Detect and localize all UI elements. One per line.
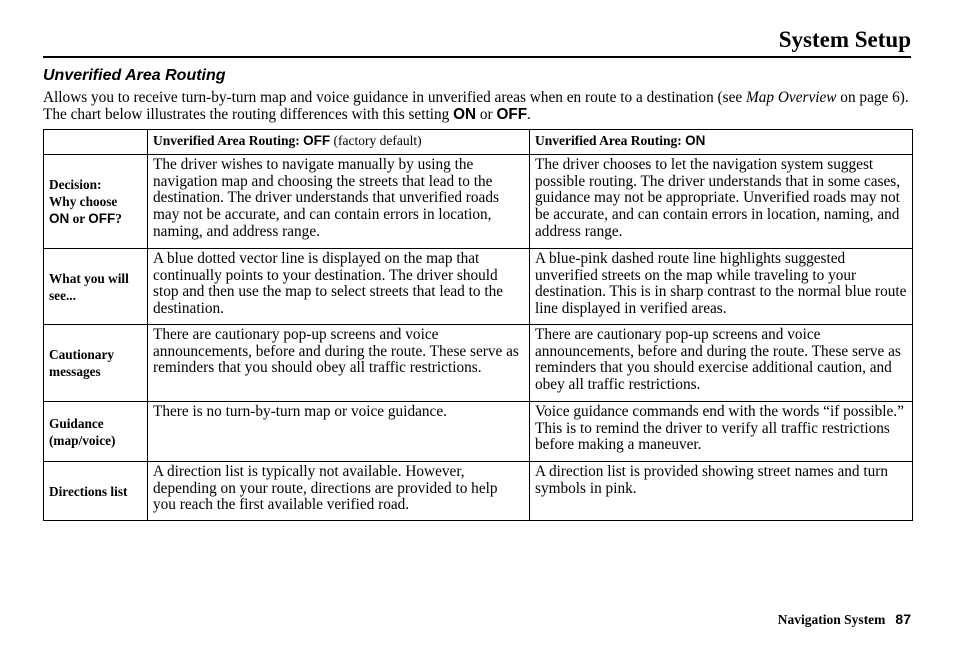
off-setting-label: OFF [496, 105, 528, 123]
row-label-directions-list: Directions list [44, 462, 148, 521]
routing-comparison-table [43, 129, 913, 521]
page-number: 87 [895, 611, 911, 627]
cell-on: A blue-pink dashed route line highlights suggested unverified streets on the map while traveling to your destination. This is in sharp contrast to the normal blue route line displayed in verified areas. [530, 249, 913, 325]
row-label-what-you-will-see: What you will see... [44, 249, 148, 325]
row-label-guidance: Guidance (map/voice) [44, 402, 148, 462]
table-row [44, 249, 913, 325]
intro-text-2: on page 6). The chart below illustrates the routing differences with this setting [43, 89, 909, 123]
table-row [44, 325, 913, 402]
cell-on: The driver chooses to let the navigation system suggest possible routing. The driver understands that in some cases, guidance may not be appropriate. Unverified roads may not be accurate, and can contain errors in location, naming, and address range. [530, 155, 913, 249]
footer-label: Navigation System [777, 612, 886, 627]
header-on-column: Unverified Area Routing: ON [530, 130, 913, 155]
header-off-value: OFF [303, 133, 331, 149]
intro-paragraph [43, 90, 913, 123]
header-off-column: Unverified Area Routing: OFF (factory default) [148, 130, 530, 155]
header-on-value: ON [685, 133, 706, 149]
table-row [44, 462, 913, 521]
cell-off: There are cautionary pop-up screens and voice announcements, before and during the route. These serve as reminders that you should obey all traffic restrictions. [148, 325, 530, 402]
row-label-decision: Decision: Why choose ON or OFF? [44, 155, 148, 249]
table-header-row [44, 130, 913, 155]
header-off-suffix: (factory default) [330, 133, 422, 149]
page-footer [778, 611, 911, 628]
map-overview-reference: Map Overview [746, 89, 837, 106]
table-row [44, 155, 913, 249]
intro-or: or [476, 105, 497, 123]
page-title: System Setup [778, 27, 911, 52]
intro-end: . [527, 105, 531, 123]
cell-on: Voice guidance commands end with the words “if possible.” This is to remind the driver to verify all traffic restrictions before making a maneuver. [530, 402, 913, 462]
intro-text-1: Allows you to receive turn-by-turn map and voice guidance in unverified areas when en route to a destination (see [43, 89, 746, 106]
header-divider [43, 56, 911, 58]
on-setting-label: ON [453, 105, 477, 123]
cell-off: A blue dotted vector line is displayed on the map that continually points to your destination. The driver should stop and then use the map to select streets that lead to the destination. [148, 249, 530, 325]
row-label-cautionary-messages: Cautionary messages [44, 325, 148, 402]
header-blank-cell [44, 130, 148, 155]
cell-off: The driver wishes to navigate manually by using the navigation map and choosing the streets that lead to the destination. The driver understands that unverified roads may not be accurate, and can contain errors in location, naming, and address range. [148, 155, 530, 249]
section-title: Unverified Area Routing [43, 67, 226, 84]
cell-on: A direction list is provided showing street names and turn symbols in pink. [530, 462, 913, 521]
cell-on: There are cautionary pop-up screens and voice announcements, before and during the route. These serve as reminders that you should exercise additional caution, and obey all traffic restrictions. [530, 325, 913, 402]
table-row [44, 402, 913, 462]
cell-off: There is no turn-by-turn map or voice guidance. [148, 402, 530, 462]
cell-off: A direction list is typically not available. However, depending on your route, directions are provided to help you reach the first available verified road. [148, 462, 530, 521]
